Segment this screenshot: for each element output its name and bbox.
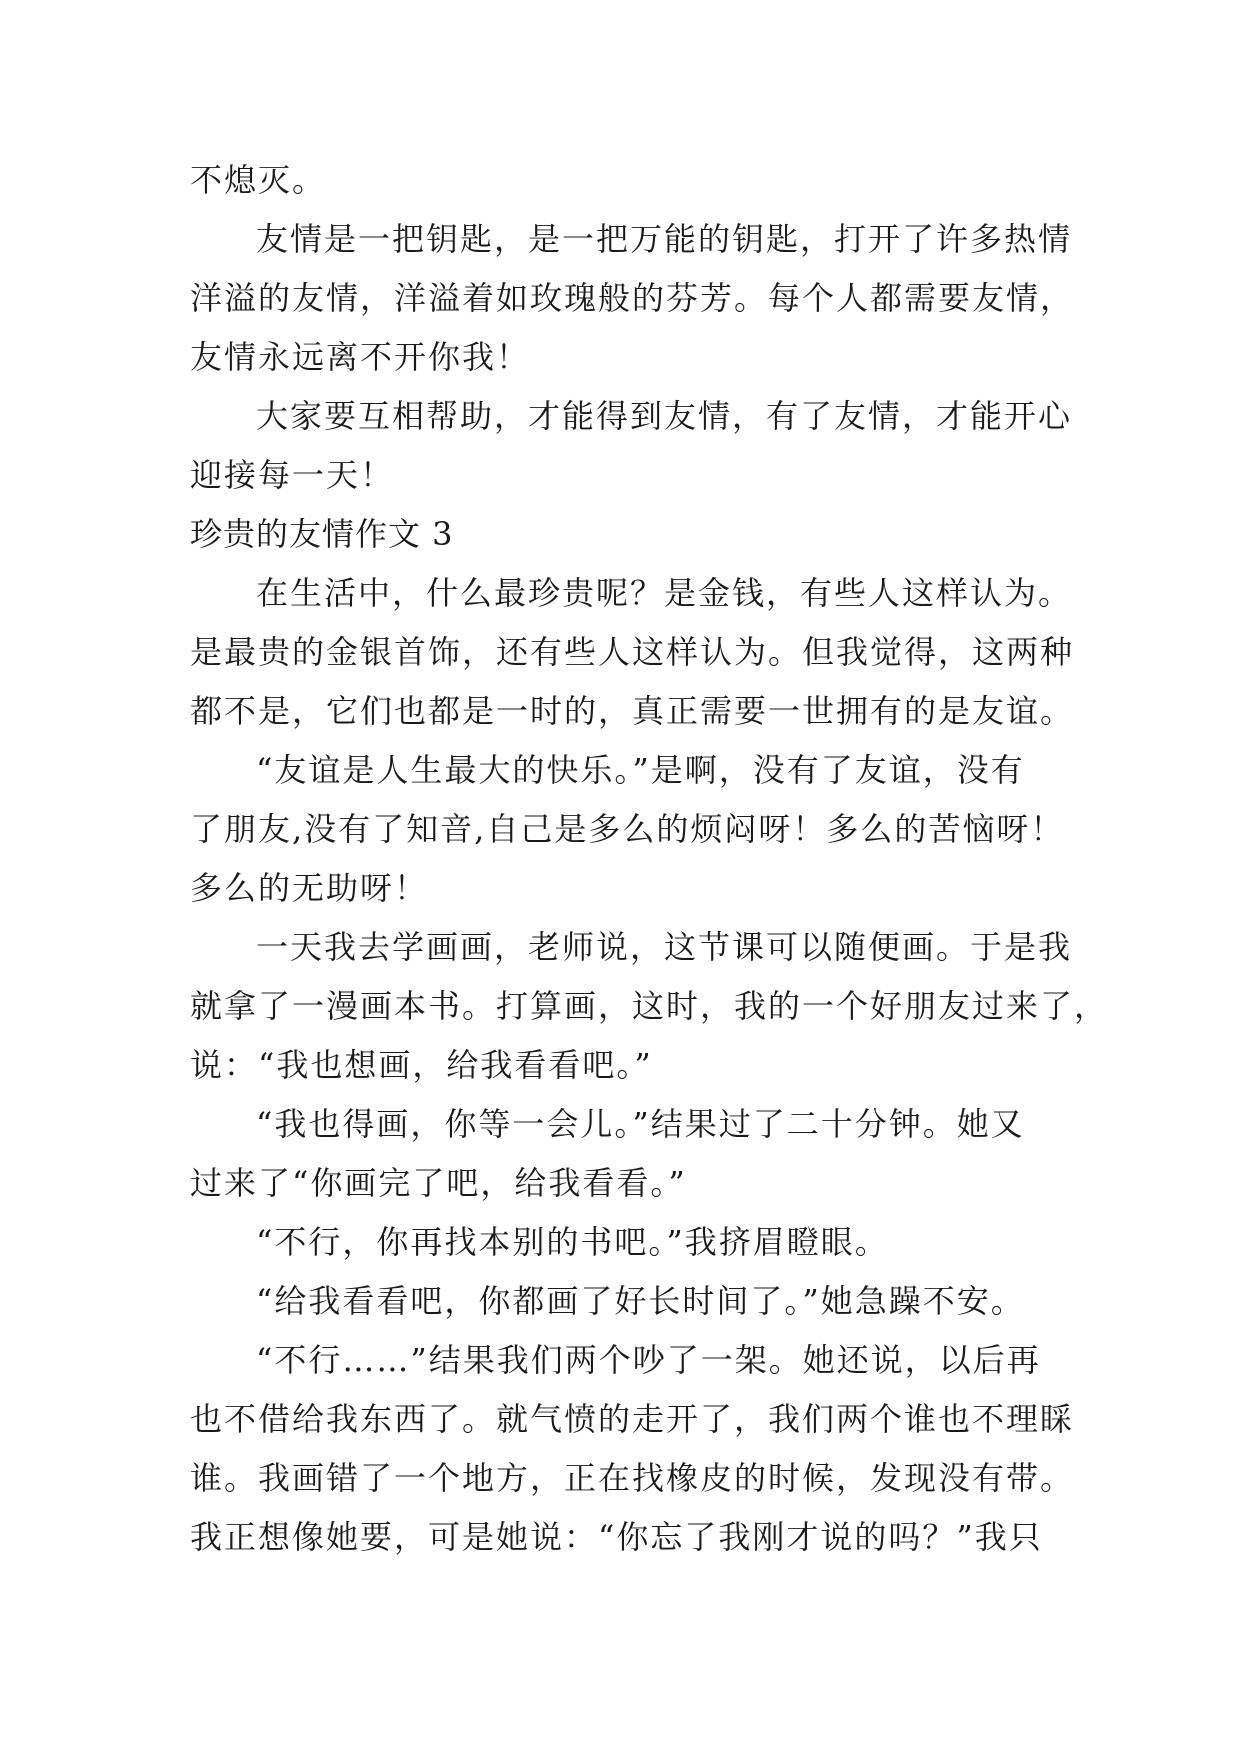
text-line: 一天我去学画画，老师说，这节课可以随便画。于是我 <box>256 928 1073 966</box>
paragraph <box>190 1222 1070 1281</box>
text-line: “给我看看吧，你都画了好长时间了。”她急躁不安。 <box>256 1282 1025 1320</box>
text-line: 友情永远离不开你我！ <box>190 338 531 376</box>
paragraph <box>190 1104 1070 1222</box>
text-line: 谁。我画错了一个地方，正在找橡皮的时候，发现没有带。 <box>190 1459 1075 1497</box>
text-line: 过来了“你画完了吧，给我看看。” <box>190 1164 687 1202</box>
text-line: 多么的无助呀！ <box>190 869 429 907</box>
text-line: “我也得画，你等一会儿。”结果过了二十分钟。她又 <box>256 1105 1025 1143</box>
paragraph <box>190 1340 1075 1576</box>
paragraph <box>190 396 1073 514</box>
paragraph <box>190 1281 1070 1340</box>
text-line: “友谊是人生最大的快乐。”是啊，没有了友谊，没有 <box>256 751 1025 789</box>
text-line: 洋溢的友情，洋溢着如玫瑰般的芬芳。每个人都需要友情， <box>190 279 1075 317</box>
paragraph <box>190 927 1109 1104</box>
text-line: 友情是一把钥匙，是一把万能的钥匙，打开了许多热情 <box>256 220 1073 258</box>
text-line: 是最贵的金银首饰，还有些人这样认为。但我觉得，这两种 <box>190 633 1075 671</box>
text-line: 迎接每一天！ <box>190 456 395 494</box>
text-line: 就拿了一漫画本书。打算画，这时，我的一个好朋友过来了， <box>190 987 1109 1025</box>
text-line: 在生活中，什么最珍贵呢？是金钱，有些人这样认为。 <box>256 574 1073 612</box>
text-line: 也不借给我东西了。就气愤的走开了，我们两个谁也不理睬 <box>190 1400 1075 1438</box>
text-line: 了朋友,没有了知音,自己是多么的烦闷呀！多么的苦恼呀！ <box>190 810 1065 848</box>
article-body <box>190 160 1109 1576</box>
paragraph <box>190 219 1075 396</box>
text-line: “不行，你再找本别的书吧。”我挤眉瞪眼。 <box>256 1223 889 1261</box>
text-line: 不熄灭。 <box>190 161 327 199</box>
text-line: 我正想像她要，可是她说：“你忘了我刚才说的吗？”我只 <box>190 1518 1043 1556</box>
paragraph <box>190 573 1075 750</box>
paragraph <box>190 160 1070 219</box>
text-line: 说：“我也想画，给我看看吧。” <box>190 1046 653 1084</box>
text-line: “不行……”结果我们两个吵了一架。她还说，以后再 <box>256 1341 1041 1379</box>
section-title: 珍贵的友情作文 3 <box>190 515 454 553</box>
paragraph <box>190 750 1070 927</box>
text-line: 都不是，它们也都是一时的，真正需要一世拥有的是友谊。 <box>190 692 1075 730</box>
text-line: 大家要互相帮助，才能得到友情，有了友情，才能开心 <box>256 397 1073 435</box>
